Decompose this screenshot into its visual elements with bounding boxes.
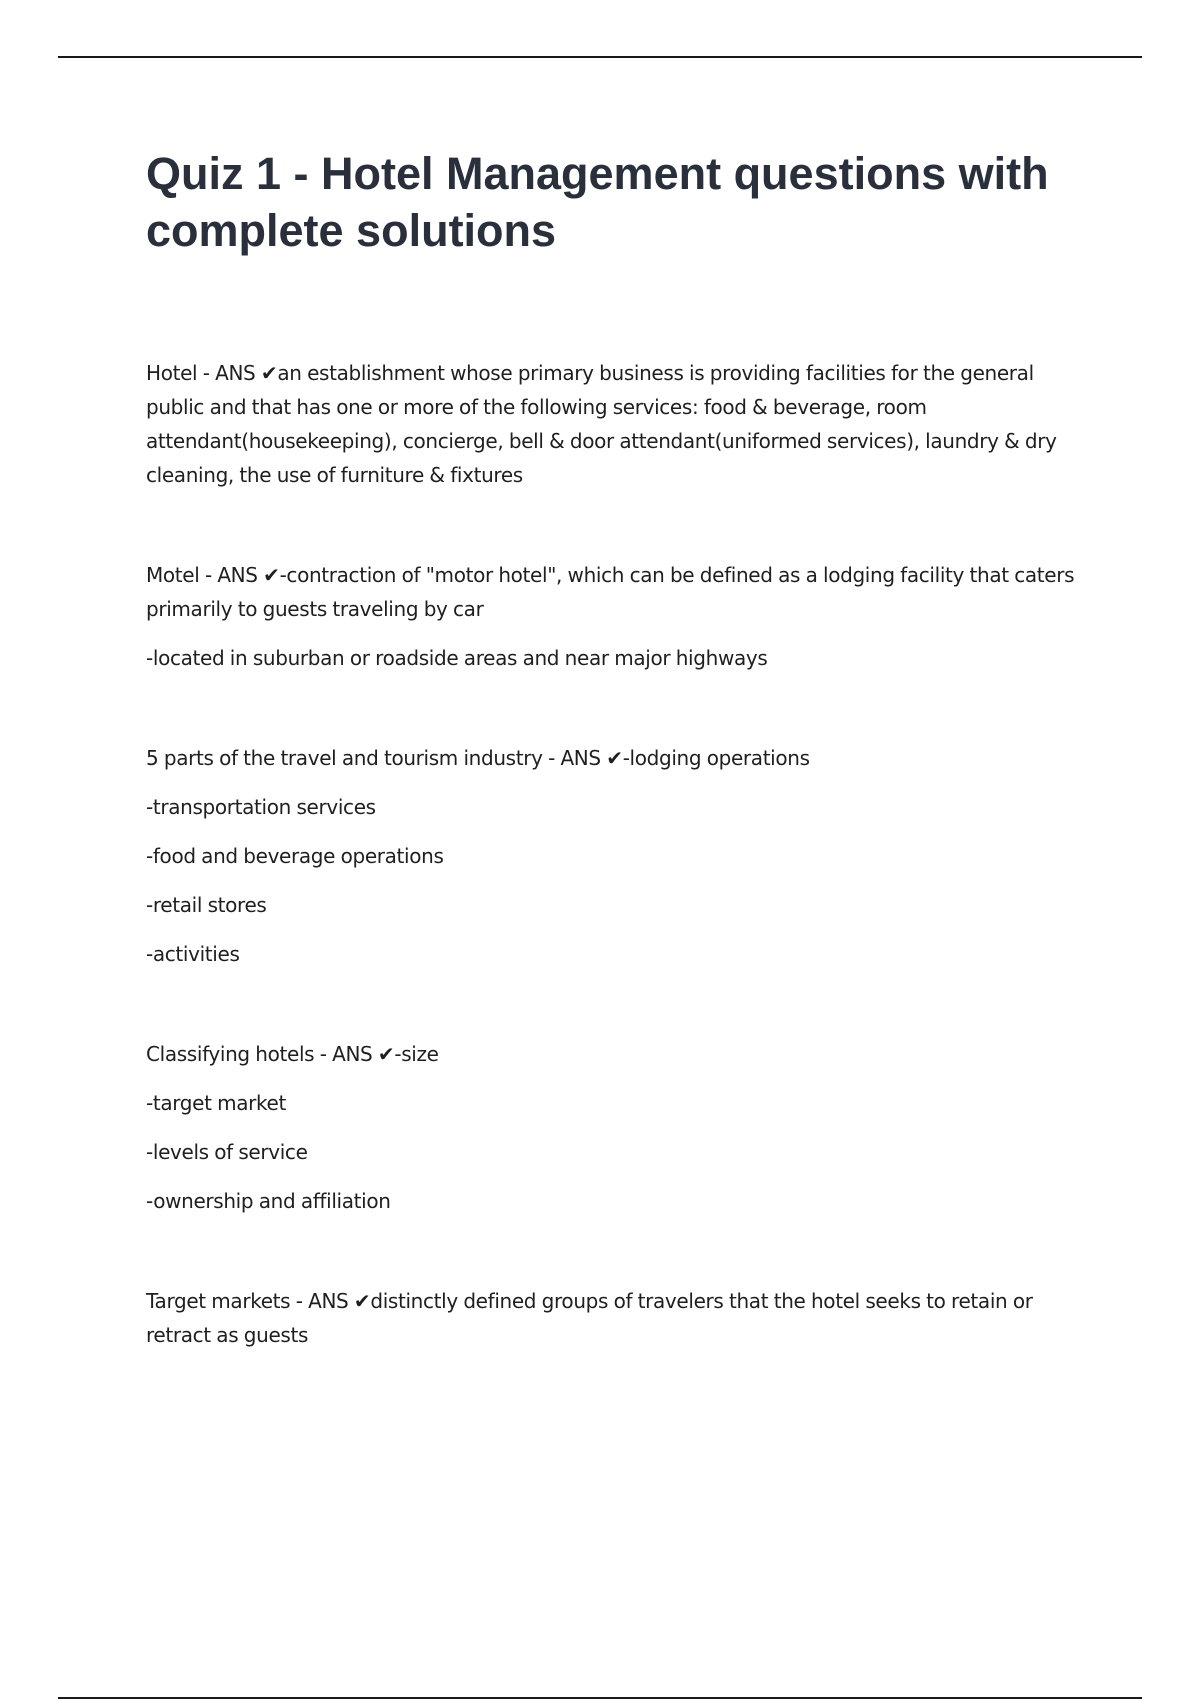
qa-answer-line: -activities xyxy=(146,942,240,966)
qa-term: 5 parts of the travel and tourism industry xyxy=(146,746,543,770)
check-icon: ✔ xyxy=(260,361,278,385)
qa-answer-line: -located in suburban or roadside areas and near major highways xyxy=(146,646,768,670)
check-icon: ✔ xyxy=(606,746,623,770)
qa-answer: an establishment whose primary business is providing facilities for the general public and that has one or more of the following services: food & beverage, room attendant(housekeeping), concierge, bell & door attendant(uniformed services), laundry & dry cleaning, the use of furniture & fixtures xyxy=(146,361,1057,487)
qa-answer: -contraction of "motor hotel", which can be defined as a lodging facility that caters primarily to guests traveling by car xyxy=(146,563,1075,621)
qa-answer-line: -transportation services xyxy=(146,795,376,819)
qa-term: Motel xyxy=(146,563,200,587)
qa-answer-line: -food and beverage operations xyxy=(146,844,444,868)
qa-question-line xyxy=(146,1037,1086,1071)
top-rule xyxy=(58,56,1142,58)
qa-answer-line: -retail stores xyxy=(146,893,267,917)
qa-item-hotel xyxy=(146,356,1086,492)
bottom-rule xyxy=(58,1697,1142,1699)
qa-question-line xyxy=(146,356,1086,492)
check-icon: ✔ xyxy=(353,1289,371,1313)
check-icon: ✔ xyxy=(263,563,280,587)
ans-label: - ANS xyxy=(197,361,261,385)
qa-question-line xyxy=(146,1284,1086,1352)
check-icon: ✔ xyxy=(377,1042,395,1066)
qa-item-motel xyxy=(146,558,1086,675)
ans-label: - ANS xyxy=(199,563,264,587)
qa-answer: -lodging operations xyxy=(622,746,810,770)
qa-term: Target markets xyxy=(146,1289,291,1313)
qa-term: Hotel xyxy=(146,361,198,385)
ans-label: - ANS xyxy=(290,1289,354,1313)
qa-list xyxy=(146,356,1086,1418)
qa-answer-line: -target market xyxy=(146,1091,286,1115)
qa-answer-line: -levels of service xyxy=(146,1140,308,1164)
qa-answer: distinctly defined groups of travelers that the hotel seeks to retain or retract as guests xyxy=(146,1289,1033,1347)
qa-question-line xyxy=(146,741,1086,775)
page-title: Quiz 1 - Hotel Management questions with complete solutions xyxy=(146,148,1049,256)
qa-term: Classifying hotels xyxy=(146,1042,315,1066)
ans-label: - ANS xyxy=(314,1042,378,1066)
qa-item-target-markets xyxy=(146,1284,1086,1352)
qa-item-classifying-hotels xyxy=(146,1037,1086,1218)
qa-answer: -size xyxy=(394,1042,439,1066)
ans-label: - ANS xyxy=(542,746,607,770)
qa-item-travel-tourism xyxy=(146,741,1086,971)
qa-answer-line: -ownership and affiliation xyxy=(146,1189,391,1213)
qa-question-line xyxy=(146,558,1086,626)
